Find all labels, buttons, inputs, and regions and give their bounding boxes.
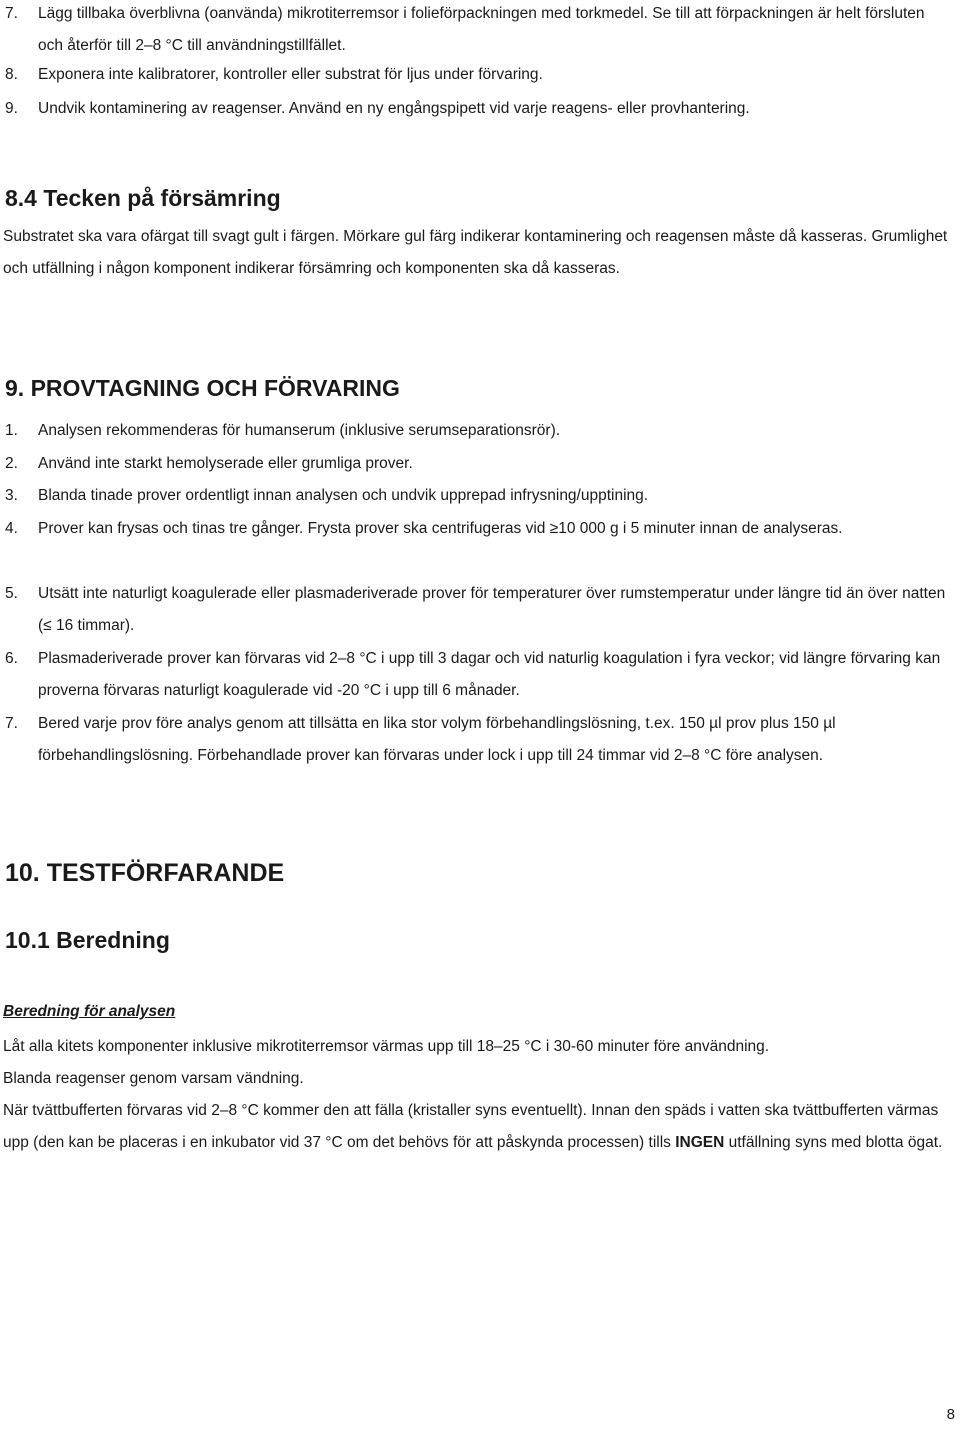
- list-number: 6.: [5, 650, 18, 667]
- list-item: [5, 480, 948, 512]
- paragraph-text: utfällning syns med blotta ögat.: [724, 1134, 943, 1151]
- list-text: Undvik kontaminering av reagenser. Använd en ny engångspipett vid varje reagens- eller provhantering.: [38, 100, 750, 117]
- section-heading-10-1: 10.1 Beredning: [5, 927, 170, 953]
- list-number: 1.: [5, 422, 18, 439]
- paragraph: Blanda reagenser genom varsam vändning.: [3, 1070, 304, 1087]
- list-text: Exponera inte kalibratorer, kontroller eller substrat för ljus under förvaring.: [38, 66, 543, 83]
- list-item: [5, 59, 948, 91]
- list-item: [5, 93, 948, 125]
- subsection-title: Beredning för analysen: [3, 1003, 176, 1020]
- paragraph: [3, 1095, 948, 1159]
- list-number: 4.: [5, 520, 18, 537]
- list-number: 7.: [5, 5, 18, 22]
- list-text: Lägg tillbaka överblivna (oanvända) mikrotiterremsor i folieförpackningen med torkmedel. Se till att förpackningen är helt försluten och återför till 2–8 °C till användningstillfället.: [38, 5, 925, 54]
- list-item: [5, 0, 948, 62]
- list-text: Plasmaderiverade prover kan förvaras vid 2–8 °C i upp till 3 dagar och vid naturlig koagulation i fyra veckor; vid längre förvaring kan proverna förvaras naturligt koagulerade vid -20 °C i upp till 6 månader.: [38, 650, 941, 699]
- list-number: 2.: [5, 455, 18, 472]
- list-text: Utsätt inte naturligt koagulerade eller plasmaderiverade prover för temperaturer över rumstemperatur under längre tid än över natten (≤ 16 timmar).: [38, 585, 946, 634]
- page-number: 8: [946, 1406, 955, 1423]
- emphasis-text: INGEN: [675, 1134, 725, 1151]
- section-heading-10: 10. TESTFÖRFARANDE: [5, 859, 285, 887]
- list-number: 8.: [5, 66, 18, 83]
- list-item: [5, 513, 948, 545]
- section-8-4-body: Substratet ska vara ofärgat till svagt gult i färgen. Mörkare gul färg indikerar kontaminering och reagensen måste då kasseras. Grumlighet och utfällning i någon komponent indikerar försämring och komponenten ska då kasseras.: [3, 228, 948, 277]
- list-item: [5, 708, 948, 772]
- section-heading-9: 9. PROVTAGNING OCH FÖRVARING: [5, 375, 400, 401]
- section-heading-8-4: 8.4 Tecken på försämring: [5, 185, 281, 211]
- list-text: Analysen rekommenderas för humanserum (inklusive serumseparationsrör).: [38, 422, 561, 439]
- list-text: Blanda tinade prover ordentligt innan analysen och undvik upprepad infrysning/upptining.: [38, 487, 649, 504]
- list-text: Använd inte starkt hemolyserade eller grumliga prover.: [38, 455, 413, 472]
- paragraph-text: När tvättbufferten förvaras vid 2–8 °C kommer den att fälla (kristaller syns eventuellt). Innan den späds i vatten ska tvättbufferten värmas upp (den kan be placeras i en inkubator vid 37 °C om det behövs för att påskynda processen) tills: [3, 1102, 939, 1151]
- list-item: [5, 578, 948, 642]
- list-item: [5, 415, 948, 447]
- list-number: 3.: [5, 487, 18, 504]
- paragraph: Låt alla kitets komponenter inklusive mikrotiterremsor värmas upp till 18–25 °C i 30-60 minuter före användning.: [3, 1038, 770, 1055]
- list-text: Prover kan frysas och tinas tre gånger. Frysta prover ska centrifugeras vid ≥10 000 g i 5 minuter innan de analyseras.: [38, 520, 843, 537]
- list-number: 9.: [5, 100, 18, 117]
- list-item: [5, 448, 948, 480]
- list-number: 5.: [5, 585, 18, 602]
- list-item: [5, 643, 948, 707]
- list-text: Bered varje prov före analys genom att tillsätta en lika stor volym förbehandlingslösning, t.ex. 150 µl prov plus 150 µl förbehandlingslösning. Förbehandlade prover kan förvaras under lock i upp till 24 timmar vid 2–8 °C före analysen.: [38, 715, 836, 764]
- list-number: 7.: [5, 715, 18, 732]
